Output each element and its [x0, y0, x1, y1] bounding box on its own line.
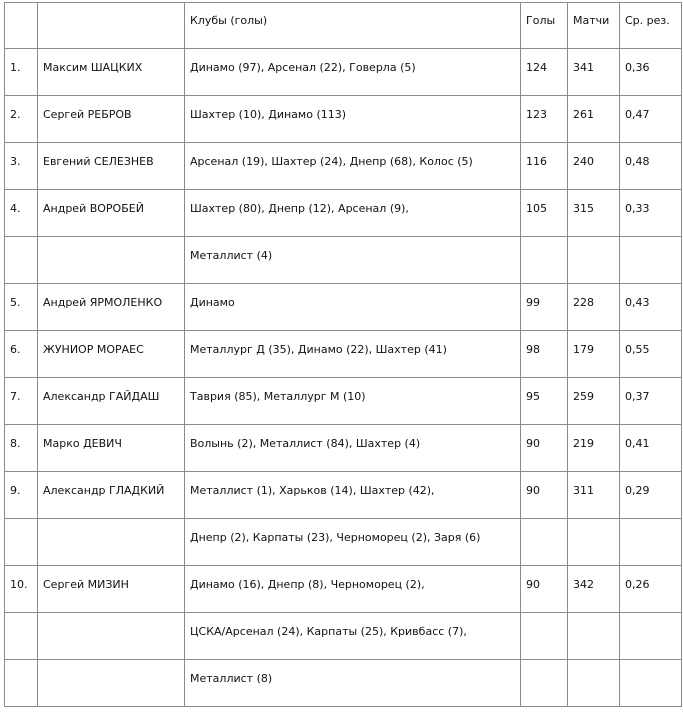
table-row — [5, 613, 682, 660]
table-row — [5, 143, 682, 190]
matches-cell — [568, 425, 620, 472]
matches: 219 — [573, 437, 594, 450]
rank-cell — [5, 378, 38, 425]
table-row — [5, 49, 682, 96]
clubs-cell — [185, 472, 521, 519]
clubs: Динамо (16), Днепр (8), Черноморец (2), — [190, 578, 425, 591]
goals: 123 — [526, 108, 547, 121]
average-cell — [620, 284, 682, 331]
player-name-cell — [38, 190, 185, 237]
average-cell — [620, 613, 682, 660]
rank-cell — [5, 660, 38, 707]
player-name-cell — [38, 143, 185, 190]
goals: 105 — [526, 202, 547, 215]
table-row — [5, 190, 682, 237]
table-row — [5, 96, 682, 143]
rank-cell — [5, 284, 38, 331]
player-name: Андрей ВОРОБЕЙ — [43, 202, 144, 215]
clubs-cell — [185, 190, 521, 237]
matches: 259 — [573, 390, 594, 403]
rank: 2. — [10, 108, 21, 121]
clubs-cell — [185, 425, 521, 472]
goals-cell — [521, 143, 568, 190]
average-cell — [620, 190, 682, 237]
goals-cell — [521, 425, 568, 472]
matches-cell — [568, 378, 620, 425]
average: 0,55 — [625, 343, 650, 356]
header-name-cell — [38, 3, 185, 49]
rank-cell — [5, 331, 38, 378]
average-cell — [620, 331, 682, 378]
rank: 8. — [10, 437, 21, 450]
goals: 116 — [526, 155, 547, 168]
matches-cell — [568, 613, 620, 660]
clubs: Динамо — [190, 296, 235, 309]
header-clubs: Клубы (голы) — [190, 14, 268, 27]
goals: 90 — [526, 437, 540, 450]
average: 0,37 — [625, 390, 650, 403]
clubs-cell — [185, 96, 521, 143]
table-row — [5, 284, 682, 331]
goals-cell — [521, 472, 568, 519]
player-name-cell — [38, 96, 185, 143]
average: 0,47 — [625, 108, 650, 121]
clubs: Металлург Д (35), Динамо (22), Шахтер (41) — [190, 343, 447, 356]
goals: 99 — [526, 296, 540, 309]
header-matches: Матчи — [573, 14, 610, 27]
rank: 3. — [10, 155, 21, 168]
goals-cell — [521, 331, 568, 378]
goals-cell — [521, 660, 568, 707]
clubs-cell — [185, 49, 521, 96]
clubs-cell — [185, 237, 521, 284]
rank-cell — [5, 143, 38, 190]
rank: 10. — [10, 578, 28, 591]
header-avg: Ср. рез. — [625, 14, 670, 27]
goals: 124 — [526, 61, 547, 74]
average: 0,26 — [625, 578, 650, 591]
table-row — [5, 566, 682, 613]
average-cell — [620, 519, 682, 566]
table-row — [5, 660, 682, 707]
player-name-cell — [38, 472, 185, 519]
matches-cell — [568, 284, 620, 331]
average: 0,33 — [625, 202, 650, 215]
player-name-cell — [38, 519, 185, 566]
average-cell — [620, 566, 682, 613]
table-row — [5, 519, 682, 566]
clubs-cell — [185, 331, 521, 378]
goals-cell — [521, 378, 568, 425]
goals: 90 — [526, 484, 540, 497]
matches-cell — [568, 660, 620, 707]
clubs: ЦСКА/Арсенал (24), Карпаты (25), Кривбасс (7), — [190, 625, 467, 638]
matches: 228 — [573, 296, 594, 309]
matches: 342 — [573, 578, 594, 591]
matches: 261 — [573, 108, 594, 121]
player-name: ЖУНИОР МОРАЕС — [43, 343, 144, 356]
matches: 315 — [573, 202, 594, 215]
rank: 5. — [10, 296, 21, 309]
matches-cell — [568, 566, 620, 613]
goals-cell — [521, 237, 568, 284]
matches: 179 — [573, 343, 594, 356]
header-matches-cell — [568, 3, 620, 49]
clubs: Металлист (1), Харьков (14), Шахтер (42), — [190, 484, 435, 497]
matches: 311 — [573, 484, 594, 497]
player-name: Андрей ЯРМОЛЕНКО — [43, 296, 163, 309]
matches-cell — [568, 331, 620, 378]
goals-cell — [521, 49, 568, 96]
average-cell — [620, 378, 682, 425]
clubs: Волынь (2), Металлист (84), Шахтер (4) — [190, 437, 421, 450]
header-avg-cell — [620, 3, 682, 49]
header-clubs-cell — [185, 3, 521, 49]
average: 0,41 — [625, 437, 650, 450]
clubs-cell — [185, 284, 521, 331]
header-num-cell — [5, 3, 38, 49]
clubs-cell — [185, 566, 521, 613]
clubs-cell — [185, 143, 521, 190]
average-cell — [620, 49, 682, 96]
player-name-cell — [38, 331, 185, 378]
average: 0,29 — [625, 484, 650, 497]
header-row — [5, 3, 682, 49]
player-name-cell — [38, 660, 185, 707]
rank-cell — [5, 472, 38, 519]
player-name-cell — [38, 566, 185, 613]
matches-cell — [568, 190, 620, 237]
average-cell — [620, 660, 682, 707]
table-row — [5, 378, 682, 425]
matches-cell — [568, 237, 620, 284]
player-name-cell — [38, 284, 185, 331]
matches-cell — [568, 49, 620, 96]
clubs: Таврия (85), Металлург М (10) — [190, 390, 366, 403]
player-name-cell — [38, 237, 185, 284]
matches: 341 — [573, 61, 594, 74]
matches-cell — [568, 96, 620, 143]
average-cell — [620, 237, 682, 284]
player-name-cell — [38, 613, 185, 660]
rank: 1. — [10, 61, 21, 74]
clubs-cell — [185, 613, 521, 660]
goals-cell — [521, 566, 568, 613]
player-name: Сергей РЕБРОВ — [43, 108, 132, 121]
player-name: Александр ГАЙДАШ — [43, 390, 160, 403]
player-name: Максим ШАЦКИХ — [43, 61, 143, 74]
player-name: Евгений СЕЛЕЗНЕВ — [43, 155, 154, 168]
average-cell — [620, 472, 682, 519]
clubs-cell — [185, 519, 521, 566]
matches-cell — [568, 472, 620, 519]
rank-cell — [5, 237, 38, 284]
rank: 6. — [10, 343, 21, 356]
average: 0,48 — [625, 155, 650, 168]
goals-cell — [521, 284, 568, 331]
table-body — [5, 3, 682, 707]
rank: 9. — [10, 484, 21, 497]
player-name: Александр ГЛАДКИЙ — [43, 484, 165, 497]
clubs: Днепр (2), Карпаты (23), Черноморец (2), Заря (6) — [190, 531, 481, 544]
average: 0,43 — [625, 296, 650, 309]
goals-cell — [521, 190, 568, 237]
header-goals: Голы — [526, 14, 556, 27]
header-goals-cell — [521, 3, 568, 49]
matches: 240 — [573, 155, 594, 168]
rank-cell — [5, 519, 38, 566]
clubs: Металлист (8) — [190, 672, 273, 685]
table-row — [5, 331, 682, 378]
goals: 98 — [526, 343, 540, 356]
table-row — [5, 425, 682, 472]
scorers-table — [4, 2, 682, 707]
goals-cell — [521, 613, 568, 660]
rank-cell — [5, 566, 38, 613]
average-cell — [620, 425, 682, 472]
table-row — [5, 237, 682, 284]
rank-cell — [5, 96, 38, 143]
average-cell — [620, 96, 682, 143]
goals-cell — [521, 519, 568, 566]
clubs-cell — [185, 660, 521, 707]
clubs: Арсенал (19), Шахтер (24), Днепр (68), Колос (5) — [190, 155, 473, 168]
rank-cell — [5, 49, 38, 96]
clubs-cell — [185, 378, 521, 425]
goals-cell — [521, 96, 568, 143]
clubs: Шахтер (10), Динамо (113) — [190, 108, 347, 121]
rank-cell — [5, 613, 38, 660]
rank: 7. — [10, 390, 21, 403]
clubs: Динамо (97), Арсенал (22), Говерла (5) — [190, 61, 416, 74]
player-name-cell — [38, 378, 185, 425]
average-cell — [620, 143, 682, 190]
average: 0,36 — [625, 61, 650, 74]
player-name: Сергей МИЗИН — [43, 578, 129, 591]
goals: 90 — [526, 578, 540, 591]
rank-cell — [5, 425, 38, 472]
player-name: Марко ДЕВИЧ — [43, 437, 122, 450]
table-row — [5, 472, 682, 519]
matches-cell — [568, 143, 620, 190]
goals: 95 — [526, 390, 540, 403]
player-name-cell — [38, 425, 185, 472]
clubs: Шахтер (80), Днепр (12), Арсенал (9), — [190, 202, 409, 215]
rank-cell — [5, 190, 38, 237]
rank: 4. — [10, 202, 21, 215]
player-name-cell — [38, 49, 185, 96]
clubs: Металлист (4) — [190, 249, 273, 262]
matches-cell — [568, 519, 620, 566]
